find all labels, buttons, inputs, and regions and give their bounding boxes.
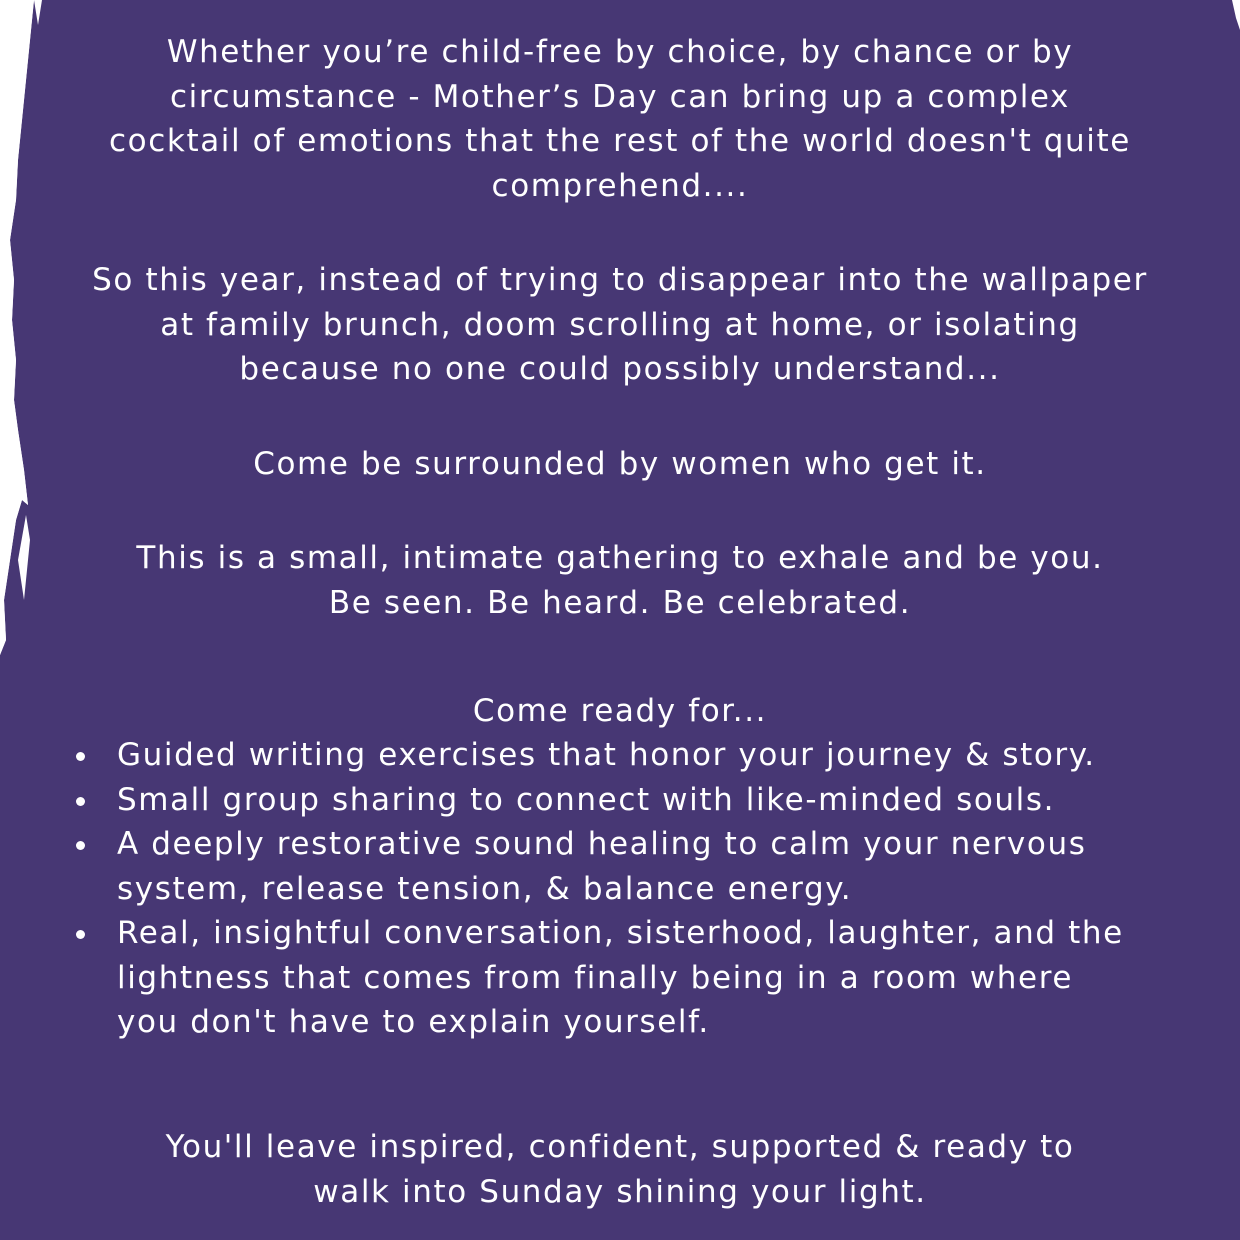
list-item-line: you don't have to explain yourself. — [117, 1004, 710, 1040]
this-year-line: So this year, instead of trying to disappear into the wallpaper — [92, 262, 1148, 298]
list-item — [72, 778, 1212, 823]
this-year-line: because no one could possibly understand... — [239, 351, 1001, 387]
intro-line: circumstance - Mother’s Day can bring up a complex — [170, 78, 1070, 115]
this-year-paragraph — [40, 258, 1200, 392]
list-item — [72, 733, 1212, 778]
list-item-line: lightness that comes from finally being in a room where — [117, 959, 1074, 996]
closing-paragraph — [40, 1125, 1200, 1214]
bullet-dot — [76, 841, 85, 850]
list-item-line: Small group sharing to connect with like-minded souls. — [117, 781, 1056, 818]
list-item-line: Real, insightful conversation, sisterhood, laughter, and the — [117, 915, 1124, 951]
list-item — [72, 911, 1212, 1045]
bullet-dot — [76, 930, 85, 939]
bullet-dot — [76, 797, 85, 806]
closing-line: You'll leave inspired, confident, supported & ready to — [165, 1129, 1075, 1165]
list-item-line: Guided writing exercises that honor your journey & story. — [117, 737, 1096, 773]
gathering-line: This is a small, intimate gathering to exhale and be you. — [136, 540, 1104, 576]
closing-line: walk into Sunday shining your light. — [313, 1173, 927, 1210]
ready-heading — [40, 689, 1200, 734]
intro-line: Whether you’re child-free by choice, by chance or by — [166, 34, 1074, 70]
intro-line: comprehend.... — [491, 167, 749, 204]
gathering-paragraph — [40, 536, 1200, 625]
list-item-line: A deeply restorative sound healing to calm your nervous — [117, 826, 1087, 862]
list-item — [72, 822, 1212, 911]
intro-line: cocktail of emotions that the rest of the world doesn't quite — [109, 123, 1131, 159]
surrounded-line — [40, 442, 1200, 487]
bullet-dot — [76, 752, 85, 761]
ready-list — [72, 733, 1212, 1045]
intro-paragraph — [40, 30, 1200, 208]
gathering-line: Be seen. Be heard. Be celebrated. — [328, 584, 912, 621]
this-year-line: at family brunch, doom scrolling at home, or isolating — [160, 306, 1080, 343]
list-item-line: system, release tension, & balance energy. — [117, 870, 853, 907]
ready-heading-text: Come ready for... — [472, 693, 768, 729]
surrounded-text: Come be surrounded by women who get it. — [253, 446, 987, 482]
